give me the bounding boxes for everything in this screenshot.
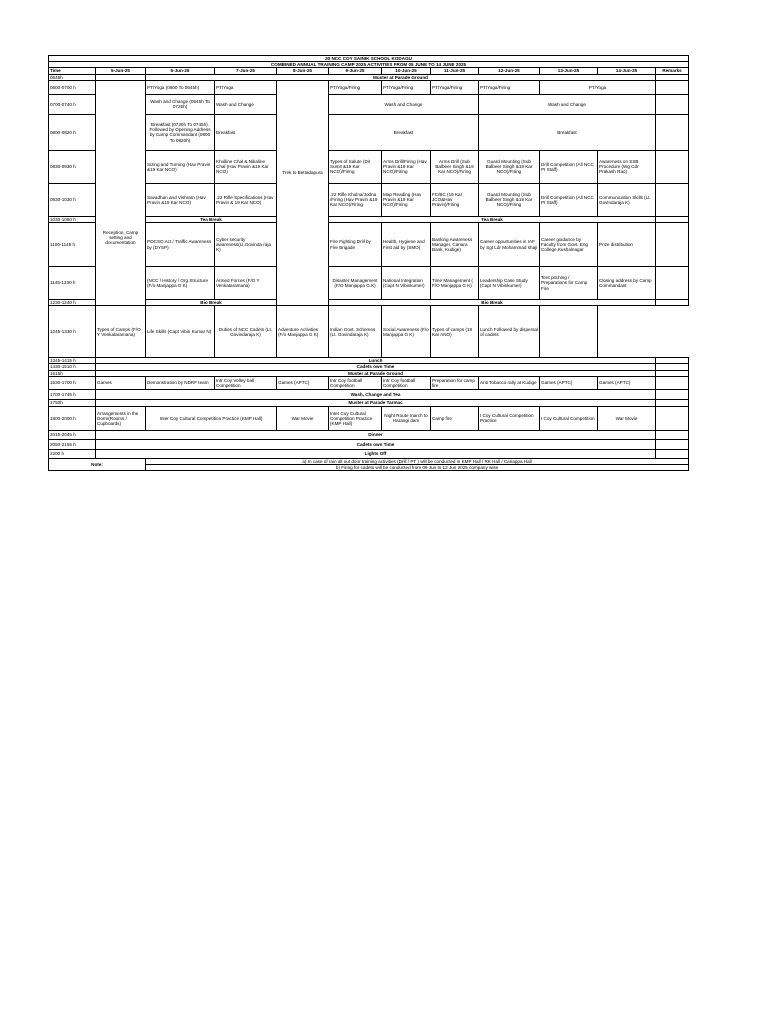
- activity-cell: Games (APTC): [277, 376, 329, 389]
- activity-cell: Awareness on SSB Procedure (Wg Cdr Prakash Rao): [598, 150, 656, 183]
- activity-cell: Fire Fighting Drill by Fire Brigade: [329, 223, 382, 267]
- activity-cell: Sizing and Turning (Hav Pravin &19 Kar NCO): [146, 150, 215, 183]
- activity-cell: Types of Camps (F/O Y Venkataramana): [96, 306, 146, 358]
- activity-cell: PT/Yoga/Firing: [479, 80, 540, 94]
- activity-cell: Wash and Change: [329, 94, 479, 114]
- activity-cell: Communication Skills (Lt. Govindaraja K): [598, 183, 656, 216]
- time-cell: 1245-1330 h: [49, 306, 96, 358]
- activity-cell: .22 Rifle Specifications (Hav Pravin & 19 Kar NCO): [215, 183, 277, 216]
- activity-cell: Social Awareness (F/o Manjappa G K): [382, 306, 431, 358]
- cadets-own-time: Cadets own Time: [96, 439, 656, 449]
- time-cell: 2015-2045 h: [49, 430, 96, 439]
- activity-cell: Wash and Change: [479, 94, 656, 114]
- activity-cell: PT/Yoga/Firing: [382, 80, 431, 94]
- time-cell: 1750h: [49, 399, 96, 406]
- header-day-7: 11-Jun-25: [431, 68, 479, 74]
- activity-cell: War Movie: [277, 406, 329, 430]
- cadets-own-time: Cadets own Time: [96, 364, 656, 370]
- activity-cell: Breakfast: [479, 114, 656, 150]
- activity-cell: PT/Yoga (0600 To 0645h): [146, 80, 215, 94]
- activity-cell: Inter Coy Cultural Competition Practice (KMP Hall): [329, 406, 382, 430]
- header-day-5: 9-Jun-25: [329, 68, 382, 74]
- header-day-6: 10-Jun-25: [382, 68, 431, 74]
- activity-cell: Night Route march to Harangi dam: [382, 406, 431, 430]
- activity-cell: War Movie: [598, 406, 656, 430]
- activity-cell: Intr Coy Volley ball Competition: [215, 376, 277, 389]
- header-time: Time: [49, 68, 96, 74]
- wash-tea-row: Wash, Change and Tea: [96, 389, 656, 399]
- muster-row: Muster at Parade Ground: [96, 370, 656, 376]
- camp-schedule-sheet: [48, 55, 688, 471]
- time-cell: 1345-1415 h: [49, 358, 96, 364]
- activity-cell: Map Reading (Hav Pravin &19 Kar NCO)/Firing: [382, 183, 431, 216]
- time-cell: 2050-2155 h: [49, 439, 96, 449]
- activity-cell: Guard Mounting (Sub Balbeer Singh &19 Kar NCO)/Firing: [479, 183, 540, 216]
- activity-cell: Career guidance by Faculty from Govt. Eng College,Kushalnagar: [540, 223, 598, 267]
- activity-cell: Games: [96, 376, 146, 389]
- activity-cell: (NCC / History / Org.Structure (F/o Manjappa G K): [146, 267, 215, 300]
- activity-cell: Intr Coy football Competition: [329, 376, 382, 389]
- activity-cell: Preparation for camp fire: [431, 376, 479, 389]
- lunch-row: Lunch: [96, 358, 656, 364]
- note-line: a) In case of rain all out door training activities (Drill / PT ) will be conducted in KMP Hall / RK Hall / Cariappa Hall: [146, 458, 689, 464]
- activity-cell: Breakfast: [329, 114, 479, 150]
- schedule-table: [48, 55, 689, 471]
- activity-cell: Time Management ( F/O Manjappa G K): [431, 267, 479, 300]
- activity-cell: PT/Yoga: [215, 80, 277, 94]
- note-label: Note:: [49, 458, 146, 470]
- activity-cell: Indian Govt. Schemes (Lt. Govindaraja K): [329, 306, 382, 358]
- time-cell: 1430-1510 h: [49, 364, 96, 370]
- dinner-row: Dinner: [96, 430, 656, 439]
- time-cell: 1700-1745 h: [49, 389, 96, 399]
- activity-cell: Khulline Chal & Nikaline Chal (Hav Pravin &19 Kar NCO): [215, 150, 277, 183]
- time-cell: 0600-0700 h: [49, 80, 96, 94]
- activity-cell: Camp fire: [431, 406, 479, 430]
- activity-cell: PT/Yoga/Firing: [431, 80, 479, 94]
- trek-cell: Trek to Bettadapura: [277, 80, 329, 305]
- activity-cell: Life Skills (Capt Vibin Kumar N): [146, 306, 215, 358]
- activity-cell: Wash and Change: [215, 94, 277, 114]
- time-cell: 1530-1700 h: [49, 376, 96, 389]
- time-cell: 2200 h: [49, 449, 96, 458]
- activity-cell: I Coy Cultural Competition: [540, 406, 598, 430]
- activity-cell: Anti Tobacco rally at Kudige: [479, 376, 540, 389]
- time-cell: 0830-0930 h: [49, 150, 96, 183]
- bio-break: Bio Break: [146, 300, 277, 306]
- activity-cell: Disaster Management (F/O Manjappa G.K): [329, 267, 382, 300]
- header-day-9: 13-Jun-25: [540, 68, 598, 74]
- activity-cell: Adventure Activities (F/o Manjappa G K): [277, 306, 329, 358]
- activity-cell: Drill Competition (All NCC PI Staff): [540, 150, 598, 183]
- activity-cell: Breakfast: [215, 114, 277, 150]
- tea-break: Tea Break: [329, 216, 656, 222]
- header-day-2: 6-Jun-25: [146, 68, 215, 74]
- bio-break: Bio Break: [329, 300, 656, 306]
- time-cell: 0930-1030 h: [49, 183, 96, 216]
- activity-cell: Types of Salute (Dir Sumit &19 Kar NCO)/Firing: [329, 150, 382, 183]
- activity-cell: Closing address by Camp Commandant: [598, 267, 656, 300]
- activity-cell: PT/Yoga/Firing: [329, 80, 382, 94]
- activity-cell: Arrangements in the Dorm(Rooms / Cupboards): [96, 406, 146, 430]
- time-cell: 1515h: [49, 370, 96, 376]
- activity-cell: Drill Competition (All NCC PI Staff): [540, 183, 598, 216]
- muster-tarmac-row: Muster at Parade Tarmac: [96, 399, 656, 406]
- activity-cell: Career oppurtunities in IAF by Sgt Ldr Mohammad shaji: [479, 223, 540, 267]
- activity-cell: Armed Forces (F/O Y Venkataramana): [215, 267, 277, 300]
- activity-cell: Duties of NCC Cadets (Lt. Govindaraja K): [215, 306, 277, 358]
- activity-cell: Lunch Followed by dispersal of cadets: [479, 306, 540, 358]
- activity-cell: Games (APTC): [540, 376, 598, 389]
- activity-cell: .22 Rifle Khulna/Jodna /Firing (Hav Pravin &19 Kar NCO)/Firing: [329, 183, 382, 216]
- activity-cell: I Coy Cultural Competition Practice: [479, 406, 540, 430]
- time-cell: 0545h: [49, 74, 96, 80]
- activity-cell: Health, Hygiene and First aid by (SMO): [382, 223, 431, 267]
- activity-cell: Tent pitching / Preparations for Camp Fire: [540, 267, 598, 300]
- activity-cell: FC/BC (19 Kar JCO&Hav Pravin)/Firing: [431, 183, 479, 216]
- time-cell: 0800-0820 h: [49, 114, 96, 150]
- activity-cell: Wash and Change (0645h To 0725h): [146, 94, 215, 114]
- time-cell: 1100-1145 h: [49, 223, 96, 267]
- activity-cell: Arms Drill/Firing (Hav Pravin &19 Kar NCO)/Firing: [382, 150, 431, 183]
- note-line: b) Firing for cadets will be conducted from 09 Jun to 12 Jun 2025 company wise: [146, 465, 689, 471]
- activity-cell: Cyber security awareness(Lt.Govinda raja K): [215, 223, 277, 267]
- activity-cell: POCSO Act / Traffic Awareness by (DYSP): [146, 223, 215, 267]
- activity-cell: PT/Yoga: [540, 80, 656, 94]
- header-day-8: 12-Jun-25: [479, 68, 540, 74]
- header-day-3: 7-Jun-25: [215, 68, 277, 74]
- header-day-1: 5-Jun-25: [96, 68, 146, 74]
- muster-row: Muster at Parade Ground: [146, 74, 656, 80]
- activity-cell: National Integration (Capt N Vibinkumer): [382, 267, 431, 300]
- activity-cell: Breakfast (0730h To 0745h). Followed by Opening Address by Camp Commandant (0800 To 0820h): [146, 114, 215, 150]
- header-remarks: Remarks: [656, 68, 689, 74]
- activity-cell: Arms Drill (Sub Balbeer Singh &19 Kar NCO)/Firing: [431, 150, 479, 183]
- lights-off-row: Lights Off: [96, 449, 656, 458]
- reception-cell: Reception, Camp setting and documentation: [96, 80, 146, 305]
- time-cell: 1145-1230 h: [49, 267, 96, 300]
- time-cell: 1030-1050 h: [49, 216, 96, 222]
- time-cell: 1230-1240 h: [49, 300, 96, 306]
- activity-cell: Savadhan and Vishram (Hav Pravin &19 Kar NCO): [146, 183, 215, 216]
- activity-cell: Intr Coy football Competition: [382, 376, 431, 389]
- activity-cell: Types of camps (19 Kar ANO): [431, 306, 479, 358]
- header-day-4: 8-Jun-25: [277, 68, 329, 74]
- header-day-10: 14-Jun-25: [598, 68, 656, 74]
- time-cell: 1800-2000 h: [49, 406, 96, 430]
- activity-cell: Prize distribution: [598, 223, 656, 267]
- activity-cell: Demonstration by NDRF team: [146, 376, 215, 389]
- activity-cell: Inter Coy Cultural Competition Practice (KMP Hall): [146, 406, 277, 430]
- activity-cell: Banking Awareness Manager, Canara Bank, Kudige): [431, 223, 479, 267]
- tea-break: Tea Break: [146, 216, 277, 222]
- activity-cell: Guard Mounting (Sub Balbeer Singh &19 Kar NCO)/Firing: [479, 150, 540, 183]
- time-cell: 0700-0740 h: [49, 94, 96, 114]
- activity-cell: Leadership Case Study (Capt N Vibinkumer): [479, 267, 540, 300]
- sheet-subtitle: COMBINED ANNUAL TRAINING CAMP 2025 ACTIVITIES FROM 05 JUNE TO 14 JUNE 2025: [49, 62, 689, 68]
- sheet-title: 30 NCC COY SAINIK SCHOOL KODAGU: [49, 56, 689, 62]
- activity-cell: Games (APTC): [598, 376, 656, 389]
